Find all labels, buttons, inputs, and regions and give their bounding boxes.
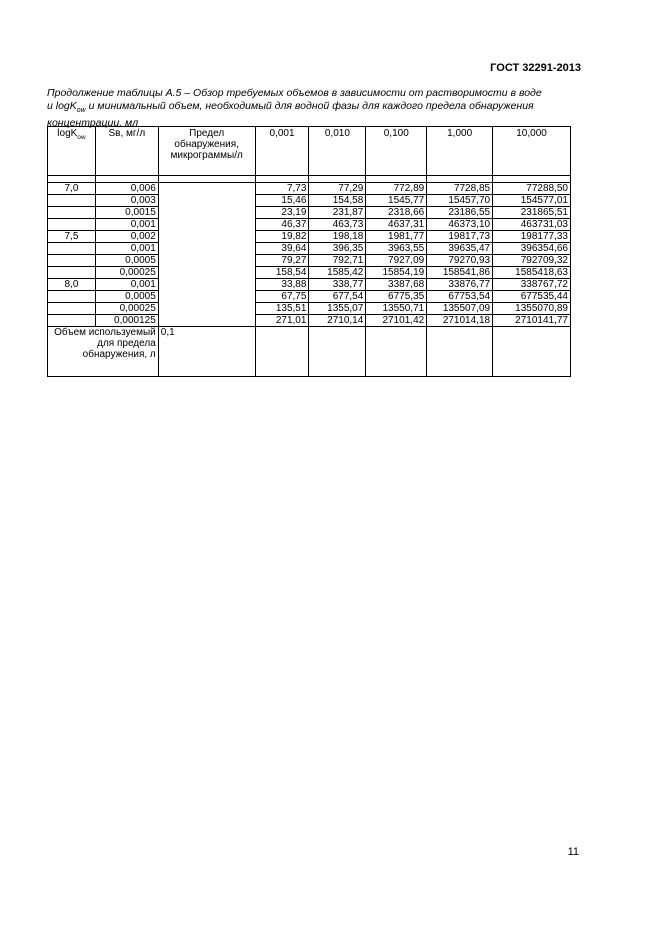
cell-volume-1: 7,73 <box>255 183 309 195</box>
cell-sw: 0,0015 <box>95 207 158 219</box>
cell-sw: 0,003 <box>95 195 158 207</box>
header-detection-limit: Предел обнаружения, микрограммы/л <box>158 127 255 176</box>
table-row <box>48 315 571 327</box>
cell-volume-2: 677,54 <box>309 291 366 303</box>
cell-volume-5: 463731,03 <box>493 219 571 231</box>
cell-volume-1: 158,54 <box>255 267 309 279</box>
cell-volume-5: 231865,51 <box>493 207 571 219</box>
cell-volume-5: 1585418,63 <box>493 267 571 279</box>
cell-volume-5: 338767,72 <box>493 279 571 291</box>
cell-volume-4: 7728,85 <box>427 183 493 195</box>
table-row <box>48 279 571 291</box>
cell-volume-3: 2318,66 <box>366 207 427 219</box>
cell-volume-2: 1585,42 <box>309 267 366 279</box>
cell-volume-5: 1355070,89 <box>493 303 571 315</box>
cell-logkow: 7,0 <box>48 183 96 195</box>
cell-volume-3: 6775,35 <box>366 291 427 303</box>
cell-volume-5: 198177,33 <box>493 231 571 243</box>
caption-line-3: концентрации, мл <box>47 117 139 130</box>
cell-volume-1: 15,46 <box>255 195 309 207</box>
table-row <box>48 255 571 267</box>
cell-detection-limit <box>158 303 255 315</box>
cell-volume-1: 39,64 <box>255 243 309 255</box>
caption-line-1: Продолжение таблицы А.5 – Обзор требуемых объемов в зависимости от растворимости в воде <box>47 87 542 99</box>
header-conc-1: 0,001 <box>255 127 309 176</box>
cell-volume-3: 1545,77 <box>366 195 427 207</box>
cell-detection-limit <box>158 231 255 243</box>
cell-detection-limit <box>158 315 255 327</box>
cell-logkow <box>48 303 96 315</box>
table-row <box>48 303 571 315</box>
cell-sw: 0,0005 <box>95 255 158 267</box>
table-header-row <box>48 127 571 176</box>
header-logkow: logK$_{ow}$ <box>48 127 96 176</box>
cell-volume-1: 23,19 <box>255 207 309 219</box>
cell-detection-limit <box>158 279 255 291</box>
cell-detection-limit <box>158 291 255 303</box>
table-row <box>48 207 571 219</box>
cell-sw: 0,002 <box>95 231 158 243</box>
cell-sw: 0,0005 <box>95 291 158 303</box>
cell-volume-1: 33,88 <box>255 279 309 291</box>
volumes-table <box>47 126 571 377</box>
cell-volume-2: 198,18 <box>309 231 366 243</box>
cell-volume-1: 46,37 <box>255 219 309 231</box>
cell-detection-limit <box>158 207 255 219</box>
footer-label: Объем используемый для предела обнаружения, л <box>48 327 159 377</box>
cell-volume-3: 27101,42 <box>366 315 427 327</box>
cell-volume-2: 77,29 <box>309 183 366 195</box>
cell-sw: 0,001 <box>95 243 158 255</box>
cell-volume-1: 79,27 <box>255 255 309 267</box>
table-footer-row <box>48 327 571 377</box>
cell-volume-2: 463,73 <box>309 219 366 231</box>
cell-volume-5: 154577,01 <box>493 195 571 207</box>
cell-detection-limit <box>158 267 255 279</box>
cell-volume-2: 2710,14 <box>309 315 366 327</box>
spacer-row <box>48 176 571 183</box>
cell-logkow: 8,0 <box>48 279 96 291</box>
footer-value: 0,1 <box>158 327 255 377</box>
cell-volume-4: 39635,47 <box>427 243 493 255</box>
cell-volume-4: 67753,54 <box>427 291 493 303</box>
cell-logkow <box>48 195 96 207</box>
cell-logkow <box>48 243 96 255</box>
cell-volume-3: 13550,71 <box>366 303 427 315</box>
cell-sw: 0,006 <box>95 183 158 195</box>
cell-logkow <box>48 267 96 279</box>
cell-volume-5: 792709,32 <box>493 255 571 267</box>
cell-volume-5: 77288,50 <box>493 183 571 195</box>
caption-line-2: и logK$_{ow}$ и минимальный объем, необходимый для водной фазы для каждого предела обнаружения <box>47 100 534 115</box>
table-caption <box>47 87 577 130</box>
cell-volume-2: 231,87 <box>309 207 366 219</box>
cell-sw: 0,00025 <box>95 267 158 279</box>
page-number: 11 <box>567 846 579 858</box>
cell-logkow: 7,5 <box>48 231 96 243</box>
cell-volume-1: 135,51 <box>255 303 309 315</box>
cell-logkow <box>48 219 96 231</box>
cell-detection-limit <box>158 219 255 231</box>
cell-volume-4: 23186,55 <box>427 207 493 219</box>
header-conc-5: 10,000 <box>493 127 571 176</box>
cell-volume-5: 396354,66 <box>493 243 571 255</box>
cell-detection-limit <box>158 255 255 267</box>
table-row <box>48 183 571 195</box>
cell-sw: 0,001 <box>95 219 158 231</box>
cell-volume-4: 33876,77 <box>427 279 493 291</box>
cell-detection-limit <box>158 183 255 195</box>
cell-volume-1: 271,01 <box>255 315 309 327</box>
cell-volume-2: 1355,07 <box>309 303 366 315</box>
cell-detection-limit <box>158 195 255 207</box>
cell-volume-1: 19,82 <box>255 231 309 243</box>
cell-volume-2: 154,58 <box>309 195 366 207</box>
cell-logkow <box>48 255 96 267</box>
cell-volume-3: 3963,55 <box>366 243 427 255</box>
cell-sw: 0,001 <box>95 279 158 291</box>
table-row <box>48 291 571 303</box>
cell-logkow <box>48 291 96 303</box>
cell-volume-4: 271014,18 <box>427 315 493 327</box>
cell-volume-2: 792,71 <box>309 255 366 267</box>
table-row <box>48 267 571 279</box>
cell-volume-4: 135507,09 <box>427 303 493 315</box>
cell-logkow <box>48 207 96 219</box>
header-conc-2: 0,010 <box>309 127 366 176</box>
cell-volume-3: 7927,09 <box>366 255 427 267</box>
cell-volume-5: 2710141,77 <box>493 315 571 327</box>
cell-volume-3: 3387,68 <box>366 279 427 291</box>
table-row <box>48 231 571 243</box>
cell-volume-4: 79270,93 <box>427 255 493 267</box>
cell-logkow <box>48 315 96 327</box>
cell-sw: 0,00025 <box>95 303 158 315</box>
cell-volume-4: 15457,70 <box>427 195 493 207</box>
header-conc-3: 0,100 <box>366 127 427 176</box>
cell-volume-3: 772,89 <box>366 183 427 195</box>
cell-sw: 0,000125 <box>95 315 158 327</box>
cell-volume-1: 67,75 <box>255 291 309 303</box>
cell-volume-4: 46373,10 <box>427 219 493 231</box>
table-row <box>48 195 571 207</box>
table-row <box>48 243 571 255</box>
table-row <box>48 219 571 231</box>
cell-volume-3: 15854,19 <box>366 267 427 279</box>
header-conc-4: 1,000 <box>427 127 493 176</box>
cell-volume-5: 677535,44 <box>493 291 571 303</box>
cell-volume-2: 338,77 <box>309 279 366 291</box>
cell-volume-4: 19817,73 <box>427 231 493 243</box>
cell-volume-2: 396,35 <box>309 243 366 255</box>
cell-volume-3: 4637,31 <box>366 219 427 231</box>
cell-detection-limit <box>158 243 255 255</box>
document-code: ГОСТ 32291-2013 <box>490 62 581 74</box>
cell-volume-3: 1981,77 <box>366 231 427 243</box>
cell-volume-4: 158541,86 <box>427 267 493 279</box>
header-sw: Sв, мг/л <box>95 127 158 176</box>
